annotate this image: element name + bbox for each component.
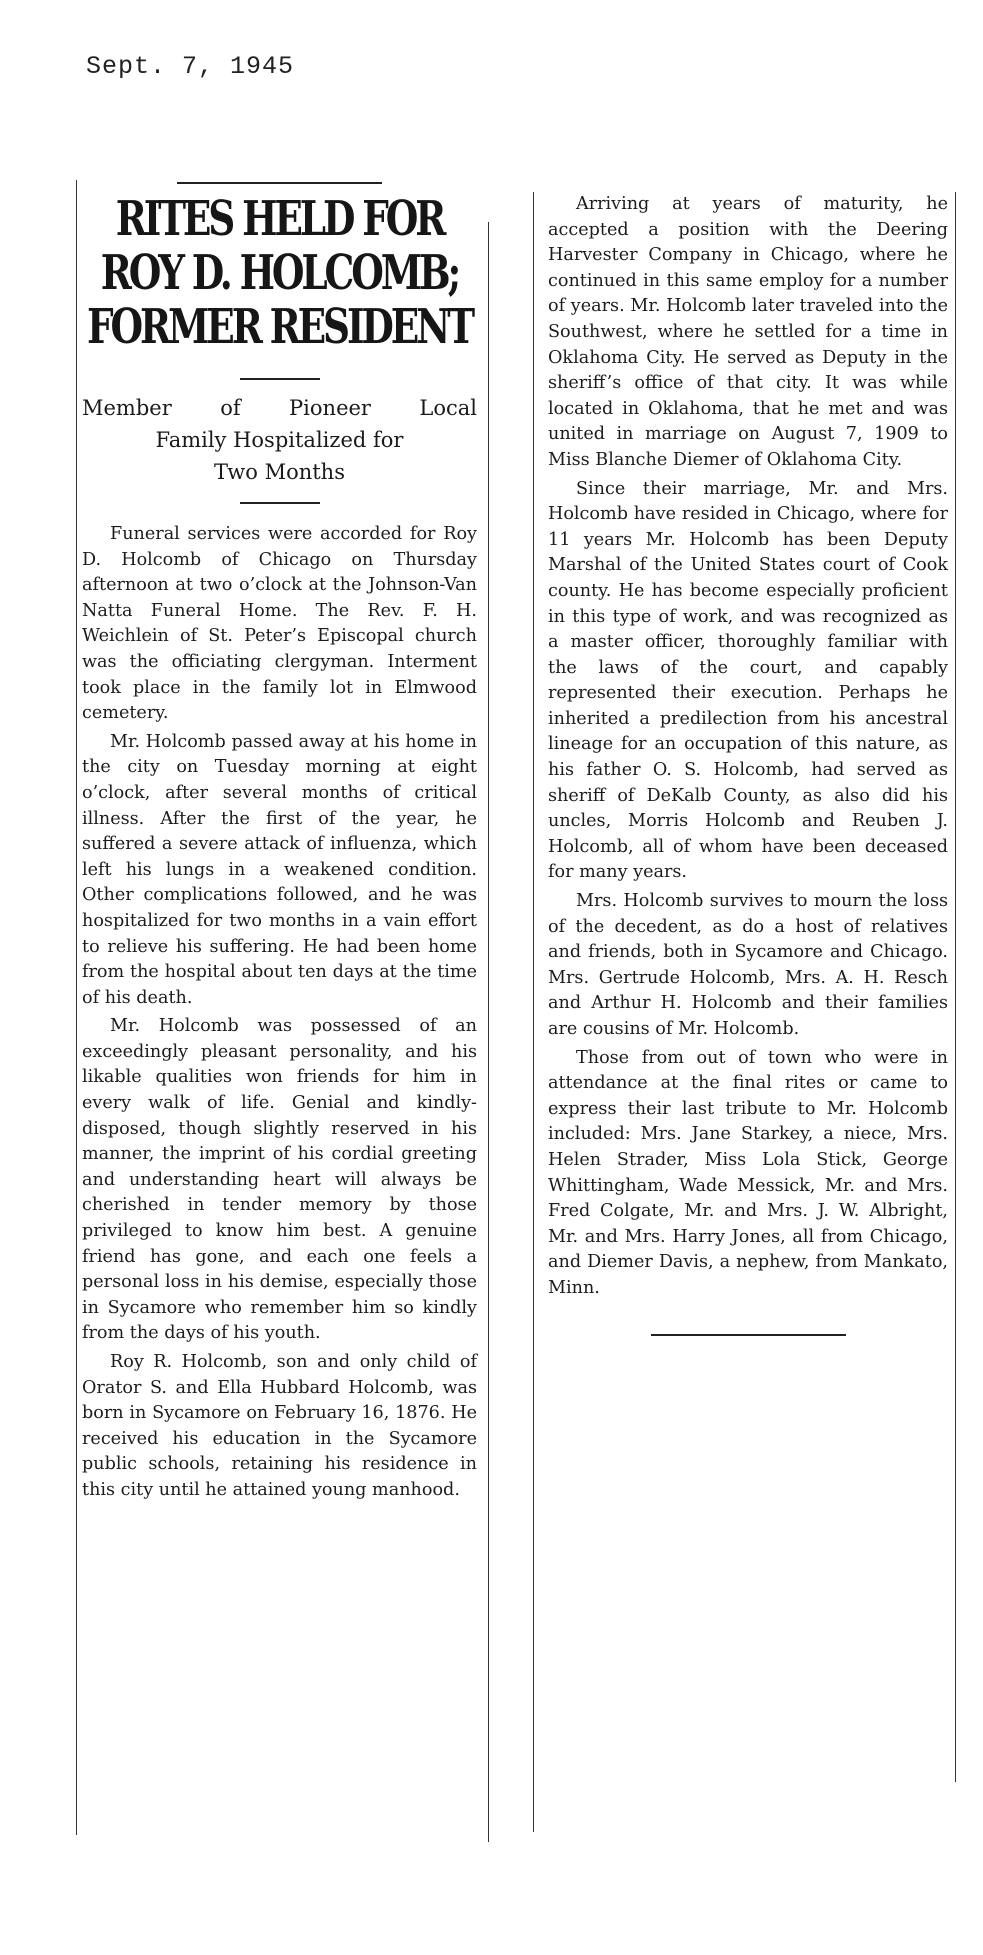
headline-line: RITES HELD FOR	[115, 191, 444, 247]
subheadline-divider	[240, 502, 320, 504]
headline-line: ROY D. HOLCOMB;	[100, 245, 459, 301]
subheadline-line: Member of Pioneer Local	[82, 396, 477, 420]
end-rule	[651, 1334, 846, 1336]
left-column	[82, 182, 477, 1507]
left-column-border	[76, 180, 77, 1835]
subheadline-line: Family Hospitalized for	[155, 428, 404, 452]
subheadline-line: Two Months	[214, 460, 345, 484]
paragraph-survivors: Mrs. Holcomb survives to mourn the loss of the decedent, as do a host of relatives and friends, both in Sycamore and Chicago. Mrs. Gertrude Holcomb, Mrs. A. H. Resch and Arthur H. Holcomb and their families are cousins of Mr. Holcomb.	[548, 891, 948, 1039]
paragraph-birth: Roy R. Holcomb, son and only child of Orator S. and Ella Hubbard Holcomb, was born in Sycamore on February 16, 1876. He received his education in the Sycamore public schools, retaining his residence in this city until he attained young manhood.	[82, 1352, 477, 1500]
paragraph-attendees: Those from out of town who were in attendance at the final rites or came to express their last tribute to Mr. Holcomb included: Mrs. Jane Starkey, a niece, Mrs. Helen Strader, Miss Lola Stick, George Whittingham, Wade Messick, Mr. and Mrs. Fred Colgate, Mr. and Mrs. J. W. Albright, Mr. and Mrs. Harry Jones, all from Chicago, and Diemer Davis, a nephew, from Mankato, Minn.	[548, 1047, 948, 1298]
paragraph-personality: Mr. Holcomb was possessed of an exceedingly pleasant personality, and his likable qualities won friends for him in every walk of life. Genial and kindly-disposed, though slightly reserved in his manner, the imprint of his cordial greeting and understanding heart will always be cherished in tender memory by those privileged to know him best. A genuine friend has gone, and each one feels a personal loss in his demise, especially those in Sycamore who remember him so kindly from the days of his youth.	[82, 1016, 477, 1344]
left-column-right-border	[488, 222, 489, 1842]
headline	[79, 192, 481, 354]
right-column	[548, 192, 948, 1336]
headline-divider	[240, 378, 320, 380]
subheadline	[82, 392, 477, 488]
dateline: Sept. 7, 1945	[86, 52, 295, 81]
paragraph-career: Arriving at years of maturity, he accepted a position with the Deering Harvester Company in Chicago, where he continued in this same employ for a number of years. Mr. Holcomb later traveled into the Southwest, where he settled for a time in Oklahoma City. He served as Deputy in the sheriff’s office of that city. It was while located in Oklahoma, that he met and was united in marriage on August 7, 1909 to Miss Blanche Diemer of Oklahoma City.	[548, 194, 948, 470]
headline-line: FORMER RESIDENT	[87, 299, 472, 355]
headline-top-rule	[177, 182, 382, 184]
paragraph-funeral-services: Funeral services were accorded for Roy D. Holcomb of Chicago on Thursday afternoon at two o’clock at the Johnson-Van Natta Funeral Home. The Rev. F. H. Weichlein of St. Peter’s Episcopal church was the officiating clergyman. Interment took place in the family lot in Elmwood cemetery.	[82, 524, 477, 724]
paragraph-passed-away: Mr. Holcomb passed away at his home in the city on Tuesday morning at eight o’clock, after several months of critical illness. After the first of the year, he suffered a severe attack of influenza, which left his lungs in a weakened condition. Other complications followed, and he was hospitalized for two months in a vain effort to relieve his suffering. He had been home from the hospital about ten days at the time of his death.	[82, 731, 477, 1008]
right-column-left-border	[533, 192, 534, 1832]
right-column-right-border	[955, 192, 956, 1782]
paragraph-marriage: Since their marriage, Mr. and Mrs. Holcomb have resided in Chicago, where for 11 years Mr. Holcomb has been Deputy Marshal of the United States court of Cook county. He has become especially proficient in this type of work, and was recognized as a master officer, thoroughly familiar with the laws of the court, and capably represented their execution. Perhaps he inherited a predilection from his ancestral lineage for an occupation of this nature, as his father O. S. Holcomb, had served as sheriff of DeKalb County, as also did his uncles, Morris Holcomb and Reuben J. Holcomb, all of whom have been deceased for many years.	[548, 478, 948, 883]
